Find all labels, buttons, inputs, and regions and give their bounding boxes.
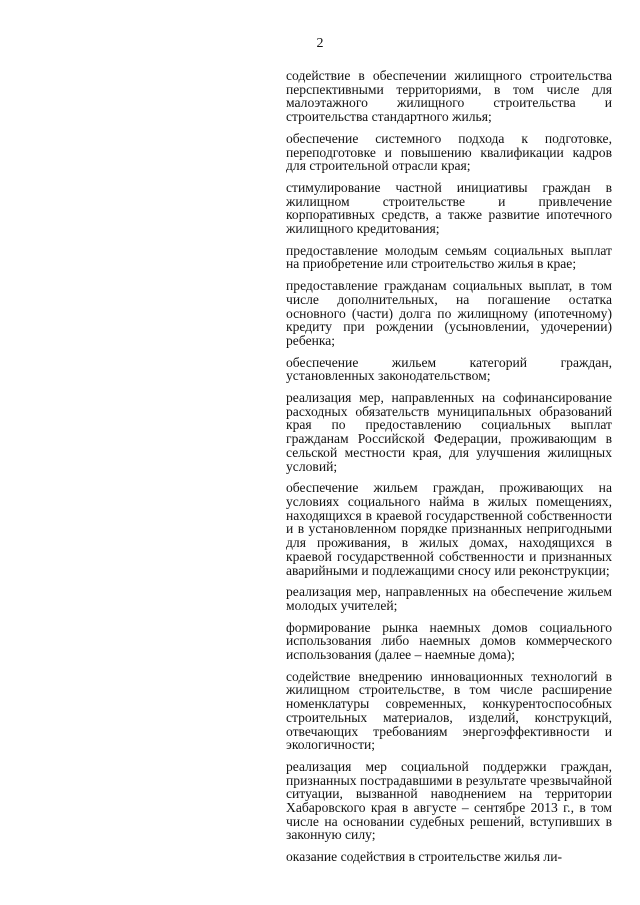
paragraph-13: оказание содействия в строительстве жилья ли- (286, 850, 563, 864)
paragraph-7: реализация мер, направленных на софинансирование расходных обязательств муниципальных образований края по предоставлению социальных выплат гражданам Российской Федерации, проживающим в сельской местности края, для улучшения жилищных условий; (286, 390, 612, 474)
paragraph-6: обеспечение жильем категорий граждан, установленных законодательством; (286, 354, 612, 384)
paragraph-10: формирование рынка наемных домов социального использования либо наемных домов коммерческого использования (далее – наемные дома); (286, 619, 612, 663)
paragraph-12: реализация мер социальной поддержки граждан, признанных пострадавшими в результате чрезвычайной ситуации, вызванной наводнением на территории Хабаровского края в августе – сентябре 2013 г., в том числе на основании судебных решений, вступивших в законную силу; (286, 758, 612, 843)
paragraph-4: предоставление молодым семьям социальных выплат на приобретение или строительство жилья в крае; (286, 242, 612, 272)
paragraph-3: стимулирование частной инициативы граждан в жилищном строительстве и привлечение корпоративных средств, а также развитие ипотечного жилищного кредитования; (286, 179, 612, 237)
paragraph-2: обеспечение системного подхода к подготовке, переподготовке и повышению квалификации кадров для строительной отрасли края; (286, 130, 612, 174)
page-number: 2 (316, 36, 324, 51)
document-body (286, 69, 612, 872)
paragraph-8: обеспечение жильем граждан, проживающих на условиях социального найма в жилых помещениях, находящихся в краевой государственной собственности и в установленном порядке признанных непригодными для проживания, в жилых домах, находящихся в краевой государственной собственности и признанных аварийными и подлежащими сносу или реконструкции; (286, 480, 612, 578)
paragraph-9: реализация мер, направленных на обеспечение жильем молодых учителей; (286, 584, 612, 613)
paragraph-11: содействие внедрению инновационных технологий в жилищном строительстве, в том числе расширение номенклатуры современных, конкурентоспособных строительных материалов, изделий, конструкций, отвечающих требованиям энергоэффективности и экологичности; (286, 668, 612, 753)
paragraph-5: предоставление гражданам социальных выплат, в том числе дополнительных, на погашение остатка основного (части) долга по жилищному (ипотечному) кредиту при рождении (усыновлении, удочерении) ребенка; (286, 278, 612, 348)
paragraph-1: содействие в обеспечении жилищного строительства перспективными территориями, в том числе для малоэтажного жилищного строительства и строительства стандартного жилья; (286, 68, 612, 125)
